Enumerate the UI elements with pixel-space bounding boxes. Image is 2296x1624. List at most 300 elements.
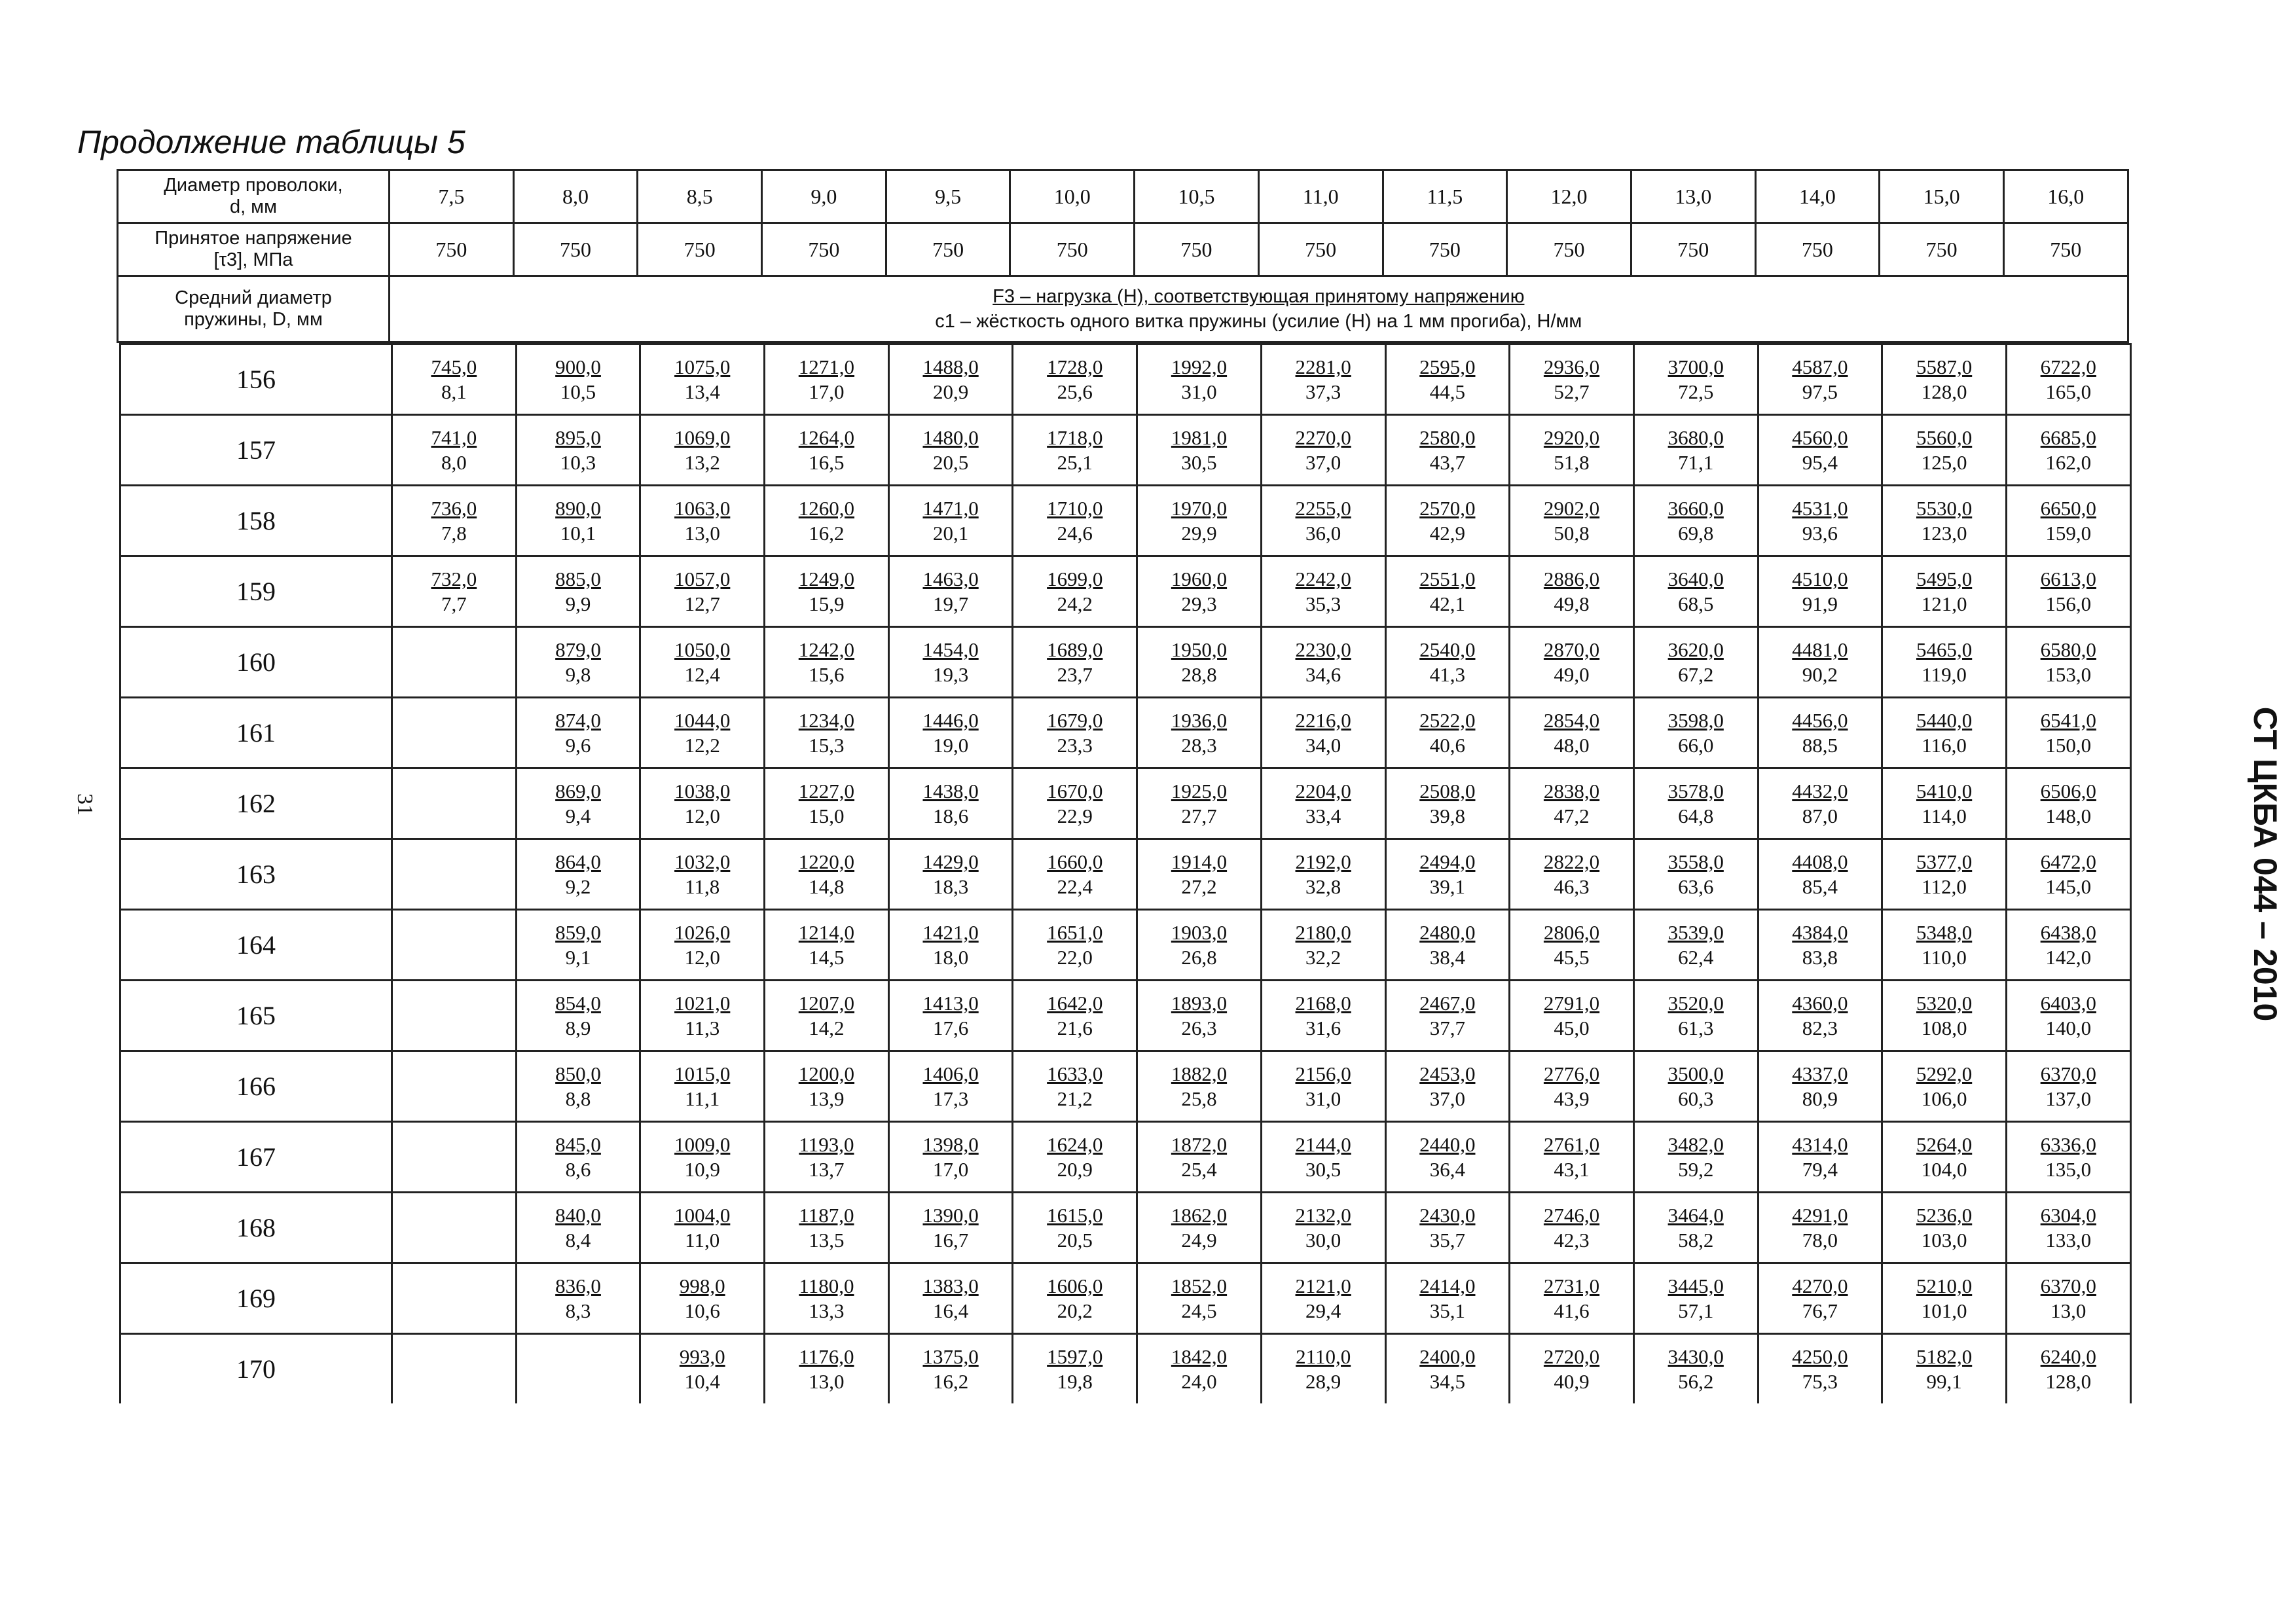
load-value: 1069,0 — [674, 425, 731, 449]
value-cell — [1137, 768, 1262, 839]
value-cell — [516, 910, 640, 981]
load-value: 6438,0 — [2040, 920, 2096, 944]
stiffness-value: 35,3 — [1305, 592, 1341, 615]
load-value: 1421,0 — [922, 920, 979, 944]
value-cell — [1510, 910, 1634, 981]
load-value: 1728,0 — [1047, 355, 1103, 378]
value-cell — [1137, 981, 1262, 1051]
value-cell — [392, 1193, 517, 1263]
stiffness-value: 17,0 — [932, 1157, 969, 1181]
value-cell — [1633, 1263, 1758, 1334]
stiffness-value: 8,4 — [565, 1228, 591, 1252]
stiffness-value: 14,2 — [809, 1016, 845, 1039]
value-cell — [1510, 415, 1634, 486]
value-cell — [1013, 1263, 1137, 1334]
load-value: 2110,0 — [1296, 1344, 1351, 1368]
stiffness-value: 78,0 — [1802, 1228, 1838, 1252]
stiffness-value: 13,4 — [684, 380, 720, 403]
value-cell — [1510, 698, 1634, 768]
load-value: 3660,0 — [1667, 496, 1724, 520]
value-cell — [1633, 1193, 1758, 1263]
value-cell — [516, 556, 640, 627]
load-value: 732,0 — [431, 567, 477, 590]
value-cell — [1882, 839, 2007, 910]
load-value: 1615,0 — [1047, 1203, 1103, 1227]
load-value: 2480,0 — [1419, 920, 1476, 944]
stiffness-value: 104,0 — [1921, 1157, 1967, 1181]
value-cell — [516, 768, 640, 839]
load-value: 5264,0 — [1916, 1132, 1973, 1156]
value-cell — [765, 344, 889, 415]
table-row — [120, 1051, 2131, 1122]
mean-diameter-cell: 162 — [120, 768, 392, 839]
load-value: 1862,0 — [1171, 1203, 1228, 1227]
value-cell — [640, 486, 765, 556]
stiffness-value: 29,4 — [1305, 1299, 1341, 1322]
stress-cell: 750 — [2003, 223, 2128, 276]
value-cell — [640, 1122, 765, 1193]
load-value: 6506,0 — [2040, 779, 2096, 803]
stress-cell: 750 — [762, 223, 886, 276]
load-value: 3464,0 — [1667, 1203, 1724, 1227]
stiffness-value: 37,7 — [1429, 1016, 1465, 1039]
value-cell — [1137, 1263, 1262, 1334]
mean-diameter-cell: 159 — [120, 556, 392, 627]
stiffness-value: 32,8 — [1305, 875, 1341, 898]
value-cell — [765, 698, 889, 768]
load-value: 1950,0 — [1171, 638, 1228, 661]
load-value: 4432,0 — [1792, 779, 1848, 803]
value-cell — [392, 415, 517, 486]
value-cell — [1137, 1051, 1262, 1122]
load-value: 6722,0 — [2040, 355, 2096, 378]
stiffness-value: 37,3 — [1305, 380, 1341, 403]
table-row — [120, 1193, 2131, 1263]
value-cell — [1758, 1122, 1882, 1193]
wire-diameter-cell: 16,0 — [2003, 170, 2128, 223]
load-value: 1075,0 — [674, 355, 731, 378]
value-cell — [1261, 981, 1385, 1051]
value-cell — [888, 839, 1013, 910]
load-value: 3445,0 — [1667, 1274, 1724, 1297]
load-value: 4384,0 — [1792, 920, 1848, 944]
value-cell — [1633, 344, 1758, 415]
value-cell — [1013, 981, 1137, 1051]
load-value: 5410,0 — [1916, 779, 1973, 803]
load-value: 1480,0 — [922, 425, 979, 449]
value-cell — [888, 1263, 1013, 1334]
load-value: 2414,0 — [1419, 1274, 1476, 1297]
value-cell — [1882, 627, 2007, 698]
load-value: 1679,0 — [1047, 708, 1103, 732]
load-value: 1375,0 — [922, 1344, 979, 1368]
value-cell — [1633, 486, 1758, 556]
load-description: F3 – нагрузка (Н), соответствующая принятому напряжению — [993, 286, 1525, 307]
stiffness-value: 16,2 — [809, 521, 845, 545]
value-cell — [2006, 1122, 2130, 1193]
stress-cell: 750 — [638, 223, 762, 276]
load-value: 2822,0 — [1543, 850, 1600, 873]
wire-diameter-cell: 13,0 — [1631, 170, 1755, 223]
value-cell — [1882, 1263, 2007, 1334]
stiffness-value: 42,9 — [1429, 521, 1465, 545]
value-cell — [1510, 981, 1634, 1051]
stiffness-value: 12,0 — [684, 804, 720, 827]
load-value: 2746,0 — [1543, 1203, 1600, 1227]
value-cell — [392, 1051, 517, 1122]
load-value: 5587,0 — [1916, 355, 1973, 378]
load-value: 4360,0 — [1792, 991, 1848, 1015]
value-cell — [888, 981, 1013, 1051]
stiffness-value: 9,6 — [565, 733, 591, 757]
stiffness-value: 42,1 — [1429, 592, 1465, 615]
stress-cell: 750 — [1507, 223, 1631, 276]
wire-diameter-cell: 10,0 — [1010, 170, 1135, 223]
load-value: 4531,0 — [1792, 496, 1848, 520]
load-value: 5377,0 — [1916, 850, 1973, 873]
stiffness-value: 20,5 — [932, 450, 969, 474]
stiffness-value: 101,0 — [1921, 1299, 1967, 1322]
stiffness-value: 91,9 — [1802, 592, 1838, 615]
load-value: 1264,0 — [798, 425, 855, 449]
stiffness-value: 19,8 — [1057, 1369, 1093, 1393]
value-cell — [1882, 981, 2007, 1051]
value-cell — [888, 1122, 1013, 1193]
load-value: 2242,0 — [1295, 567, 1351, 590]
value-cell — [1385, 910, 1510, 981]
load-value: 1893,0 — [1171, 991, 1228, 1015]
load-value: 864,0 — [555, 850, 601, 873]
load-value: 2132,0 — [1295, 1203, 1351, 1227]
value-cell — [1758, 344, 1882, 415]
value-cell — [1758, 768, 1882, 839]
load-value: 3680,0 — [1667, 425, 1724, 449]
value-cell — [392, 344, 517, 415]
load-value: 2508,0 — [1419, 779, 1476, 803]
value-cell — [765, 910, 889, 981]
value-cell — [888, 1334, 1013, 1404]
stiffness-value: 47,2 — [1554, 804, 1590, 827]
stiffness-value: 40,6 — [1429, 733, 1465, 757]
load-value: 1882,0 — [1171, 1062, 1228, 1085]
load-value: 2467,0 — [1419, 991, 1476, 1015]
value-cell — [765, 1334, 889, 1404]
table-row — [120, 1122, 2131, 1193]
value-cell — [392, 1334, 517, 1404]
wire-diameter-cell: 8,5 — [638, 170, 762, 223]
value-cell — [1758, 1051, 1882, 1122]
value-cell — [1385, 1122, 1510, 1193]
load-value: 5560,0 — [1916, 425, 1973, 449]
stiffness-value: 8,3 — [565, 1299, 591, 1322]
mean-diameter-cell: 157 — [120, 415, 392, 486]
load-value: 2156,0 — [1295, 1062, 1351, 1085]
stiffness-value: 21,6 — [1057, 1016, 1093, 1039]
load-value: 1660,0 — [1047, 850, 1103, 873]
value-cell — [1510, 1051, 1634, 1122]
stiffness-value: 15,6 — [809, 662, 845, 686]
stiffness-value: 10,3 — [560, 450, 596, 474]
load-value: 2522,0 — [1419, 708, 1476, 732]
table-row — [120, 698, 2131, 768]
load-value: 2540,0 — [1419, 638, 1476, 661]
stiffness-value: 30,5 — [1305, 1157, 1341, 1181]
stress-cell: 750 — [1383, 223, 1507, 276]
load-value: 1651,0 — [1047, 920, 1103, 944]
stiffness-value: 8,8 — [565, 1087, 591, 1110]
value-cell — [1013, 839, 1137, 910]
load-value: 1032,0 — [674, 850, 731, 873]
value-cell — [1013, 910, 1137, 981]
stiffness-value: 162,0 — [2045, 450, 2092, 474]
load-value: 2281,0 — [1295, 355, 1351, 378]
load-value: 6240,0 — [2040, 1344, 2096, 1368]
value-cell — [1385, 556, 1510, 627]
value-cell — [765, 415, 889, 486]
load-value: 2551,0 — [1419, 567, 1476, 590]
stiffness-value: 59,2 — [1678, 1157, 1714, 1181]
load-value: 890,0 — [555, 496, 601, 520]
load-value: 5530,0 — [1916, 496, 1973, 520]
load-value: 2570,0 — [1419, 496, 1476, 520]
stiffness-value: 106,0 — [1921, 1087, 1967, 1110]
load-value: 4314,0 — [1792, 1132, 1848, 1156]
value-cell — [640, 344, 765, 415]
load-value: 5236,0 — [1916, 1203, 1973, 1227]
data-table — [119, 343, 2132, 1403]
value-cell — [765, 768, 889, 839]
stiffness-value: 103,0 — [1921, 1228, 1967, 1252]
stiffness-value: 49,0 — [1554, 662, 1590, 686]
value-cell — [1385, 981, 1510, 1051]
legend-description — [390, 276, 2128, 342]
stiffness-value: 13,7 — [809, 1157, 845, 1181]
stiffness-value: 32,2 — [1305, 945, 1341, 969]
stiffness-value: 69,8 — [1678, 521, 1714, 545]
stiffness-value: 95,4 — [1802, 450, 1838, 474]
load-value: 1271,0 — [798, 355, 855, 378]
stiffness-value: 153,0 — [2045, 662, 2092, 686]
load-value: 1903,0 — [1171, 920, 1228, 944]
load-value: 1044,0 — [674, 708, 731, 732]
load-value: 1471,0 — [922, 496, 979, 520]
stiffness-value: 17,3 — [932, 1087, 969, 1110]
load-value: 1004,0 — [674, 1203, 731, 1227]
load-value: 3700,0 — [1667, 355, 1724, 378]
load-value: 1176,0 — [799, 1344, 854, 1368]
stiffness-value: 63,6 — [1678, 875, 1714, 898]
load-value: 2720,0 — [1543, 1344, 1600, 1368]
load-value: 1842,0 — [1171, 1344, 1228, 1368]
wire-diameter-cell: 7,5 — [390, 170, 514, 223]
value-cell — [2006, 556, 2130, 627]
value-cell — [1633, 1334, 1758, 1404]
mean-diameter-cell: 167 — [120, 1122, 392, 1193]
value-cell — [1385, 1193, 1510, 1263]
load-value: 2144,0 — [1295, 1132, 1351, 1156]
stiffness-value: 9,1 — [565, 945, 591, 969]
load-value: 3482,0 — [1667, 1132, 1724, 1156]
value-cell — [516, 839, 640, 910]
stiffness-value: 82,3 — [1802, 1016, 1838, 1039]
stress-cell: 750 — [886, 223, 1010, 276]
stiffness-value: 20,5 — [1057, 1228, 1093, 1252]
load-value: 4456,0 — [1792, 708, 1848, 732]
value-cell — [888, 1193, 1013, 1263]
value-cell — [765, 839, 889, 910]
value-cell — [1137, 1334, 1262, 1404]
value-cell — [1633, 1051, 1758, 1122]
stiffness-value: 46,3 — [1554, 875, 1590, 898]
value-cell — [516, 698, 640, 768]
load-value: 1220,0 — [798, 850, 855, 873]
value-cell — [888, 910, 1013, 981]
value-cell — [1137, 1193, 1262, 1263]
stiffness-value: 51,8 — [1554, 450, 1590, 474]
load-value: 1718,0 — [1047, 425, 1103, 449]
stress-row — [118, 223, 2128, 276]
load-value: 1642,0 — [1047, 991, 1103, 1015]
value-cell — [516, 1193, 640, 1263]
stiffness-value: 16,7 — [932, 1228, 969, 1252]
value-cell — [1882, 556, 2007, 627]
stiffness-value: 41,6 — [1554, 1299, 1590, 1322]
stiffness-value: 13,0 — [809, 1369, 845, 1393]
load-value: 5465,0 — [1916, 638, 1973, 661]
value-cell — [516, 627, 640, 698]
stiffness-value: 35,7 — [1429, 1228, 1465, 1252]
stiffness-value: 8,9 — [565, 1016, 591, 1039]
value-cell — [765, 981, 889, 1051]
value-cell — [888, 627, 1013, 698]
load-value: 2806,0 — [1543, 920, 1600, 944]
value-cell — [1510, 1334, 1634, 1404]
load-value: 5348,0 — [1916, 920, 1973, 944]
value-cell — [2006, 627, 2130, 698]
value-cell — [1261, 1193, 1385, 1263]
table-row — [120, 486, 2131, 556]
load-value: 5182,0 — [1916, 1344, 1973, 1368]
stress-cell: 750 — [1258, 223, 1383, 276]
stiffness-value: 12,4 — [684, 662, 720, 686]
load-value: 3558,0 — [1667, 850, 1724, 873]
value-cell — [1758, 1334, 1882, 1404]
value-cell — [640, 1051, 765, 1122]
load-value: 4408,0 — [1792, 850, 1848, 873]
stiffness-value: 142,0 — [2045, 945, 2092, 969]
load-value: 2168,0 — [1295, 991, 1351, 1015]
load-value: 1852,0 — [1171, 1274, 1228, 1297]
stiffness-value: 148,0 — [2045, 804, 2092, 827]
stiffness-value: 62,4 — [1678, 945, 1714, 969]
load-value: 993,0 — [679, 1344, 725, 1368]
stiffness-value: 18,0 — [932, 945, 969, 969]
load-value: 2902,0 — [1543, 496, 1600, 520]
value-cell — [1758, 1193, 1882, 1263]
load-value: 874,0 — [555, 708, 601, 732]
stiffness-value: 31,6 — [1305, 1016, 1341, 1039]
stiffness-value: 112,0 — [1922, 875, 1967, 898]
stiffness-value: 9,4 — [565, 804, 591, 827]
load-value: 1960,0 — [1171, 567, 1228, 590]
load-value: 2920,0 — [1543, 425, 1600, 449]
value-cell — [1137, 415, 1262, 486]
wire-diameter-cell: 12,0 — [1507, 170, 1631, 223]
load-value: 6685,0 — [2040, 425, 2096, 449]
wire-diameter-row — [118, 170, 2128, 223]
stiffness-value: 35,1 — [1429, 1299, 1465, 1322]
stiffness-value: 45,5 — [1554, 945, 1590, 969]
stiffness-value: 17,6 — [932, 1016, 969, 1039]
stiffness-value: 27,7 — [1181, 804, 1217, 827]
stiffness-value: 31,0 — [1181, 380, 1217, 403]
load-value: 4250,0 — [1792, 1344, 1848, 1368]
value-cell — [1261, 698, 1385, 768]
value-cell — [1137, 627, 1262, 698]
stiffness-value: 125,0 — [1921, 450, 1967, 474]
stiffness-value: 43,7 — [1429, 450, 1465, 474]
stiffness-value: 15,3 — [809, 733, 845, 757]
value-cell — [1758, 627, 1882, 698]
stiffness-value: 30,0 — [1305, 1228, 1341, 1252]
load-value: 3598,0 — [1667, 708, 1724, 732]
value-cell — [1261, 415, 1385, 486]
stiffness-value: 36,4 — [1429, 1157, 1465, 1181]
stiffness-value: 20,9 — [1057, 1157, 1093, 1181]
value-cell — [1013, 556, 1137, 627]
load-value: 2936,0 — [1543, 355, 1600, 378]
load-value: 2180,0 — [1295, 920, 1351, 944]
value-cell — [888, 415, 1013, 486]
stiffness-value: 13,5 — [809, 1228, 845, 1252]
stiffness-value: 25,4 — [1181, 1157, 1217, 1181]
load-value: 1021,0 — [674, 991, 731, 1015]
load-value: 1633,0 — [1047, 1062, 1103, 1085]
value-cell — [888, 698, 1013, 768]
load-value: 879,0 — [555, 638, 601, 661]
value-cell — [1385, 1334, 1510, 1404]
wire-diameter-cell: 9,5 — [886, 170, 1010, 223]
value-cell — [640, 839, 765, 910]
stiffness-value: 36,0 — [1305, 521, 1341, 545]
load-value: 2204,0 — [1295, 779, 1351, 803]
value-cell — [516, 1051, 640, 1122]
load-value: 3539,0 — [1667, 920, 1724, 944]
value-cell — [1882, 1122, 2007, 1193]
value-cell — [392, 556, 517, 627]
value-cell — [1013, 768, 1137, 839]
stiffness-value: 128,0 — [2045, 1369, 2092, 1393]
value-cell — [765, 627, 889, 698]
stiffness-value: 67,2 — [1678, 662, 1714, 686]
stiffness-value: 45,0 — [1554, 1016, 1590, 1039]
wire-diameter-cell: 8,0 — [513, 170, 638, 223]
load-value: 1689,0 — [1047, 638, 1103, 661]
load-value: 845,0 — [555, 1132, 601, 1156]
value-cell — [1261, 839, 1385, 910]
value-cell — [1385, 627, 1510, 698]
load-value: 1242,0 — [798, 638, 855, 661]
stiffness-value: 12,2 — [684, 733, 720, 757]
value-cell — [1882, 698, 2007, 768]
load-value: 6370,0 — [2040, 1274, 2096, 1297]
wire-diameter-cell: 10,5 — [1135, 170, 1259, 223]
value-cell — [1013, 1122, 1137, 1193]
stiffness-value: 135,0 — [2045, 1157, 2092, 1181]
value-cell — [1758, 910, 1882, 981]
value-cell — [1137, 556, 1262, 627]
stiffness-value: 14,8 — [809, 875, 845, 898]
